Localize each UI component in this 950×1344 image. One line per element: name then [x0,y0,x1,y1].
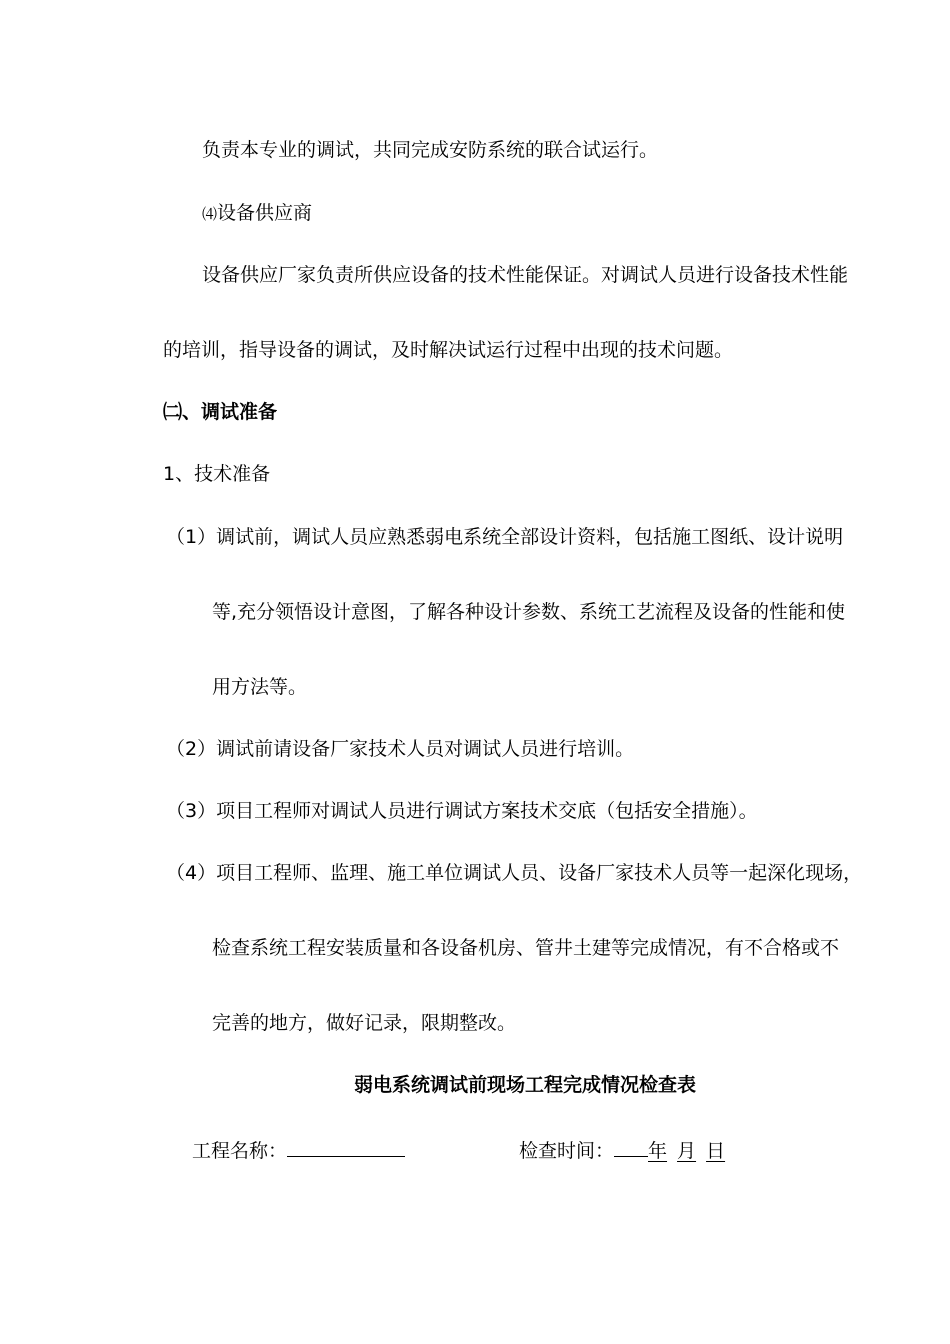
list-item-number: （1） [166,526,217,548]
project-name-field [192,1138,405,1161]
subheading-supplier [202,204,312,223]
date-month: 月 [677,1140,697,1162]
section-heading: ㈡、调试准备 [163,401,278,423]
project-name-label: 工程名称： [192,1140,288,1162]
list-item-text: 项目工程师、监理、施工单位调试人员、设备厂家技术人员等一起深化现场， [216,862,863,884]
list-item [166,864,862,883]
check-time-label: 检查时间： [519,1140,615,1162]
list-item [166,740,634,759]
list-item-number: （3） [166,800,217,822]
list-item-text: 项目工程师对调试人员进行调试方案技术交底（包括安全措施）。 [216,800,758,822]
paragraph-line: 负责本专业的调试，共同完成安防系统的联合试运行。 [202,139,659,161]
list-item-continuation: 等,充分领悟设计意图，了解各种设计参数、系统工艺流程及设备的性能和使 [212,601,846,623]
date-day: 日 [706,1140,726,1162]
list-item-continuation: 完善的地方，做好记录，限期整改。 [212,1012,517,1034]
project-name-blank [287,1138,405,1157]
date-blank [614,1138,648,1157]
sub-heading: 1、技术准备 [163,463,271,485]
list-item-number: （2） [166,738,217,760]
table-title: 弱电系统调试前现场工程完成情况检查表 [354,1074,697,1096]
check-time-field [519,1138,725,1161]
list-item-continuation: 用方法等。 [212,676,308,698]
subheading-text: 设备供应商 [217,202,313,224]
subheading-number: ⑷ [202,205,218,223]
date-year: 年 [648,1140,668,1162]
list-item-text: 调试前请设备厂家技术人员对调试人员进行培训。 [216,738,635,760]
list-item-continuation: 检查系统工程安装质量和各设备机房、管井土建等完成情况，有不合格或不 [212,937,840,959]
list-item [166,528,843,547]
list-item-number: （4） [166,862,217,884]
paragraph-line: 设备供应厂家负责所供应设备的技术性能保证。对调试人员进行设备技术性能 [202,264,849,286]
list-item-text: 调试前，调试人员应熟悉弱电系统全部设计资料，包括施工图纸、设计说明 [216,526,844,548]
paragraph-line: 的培训，指导设备的调试，及时解决试运行过程中出现的技术问题。 [163,339,734,361]
list-item [166,802,758,821]
